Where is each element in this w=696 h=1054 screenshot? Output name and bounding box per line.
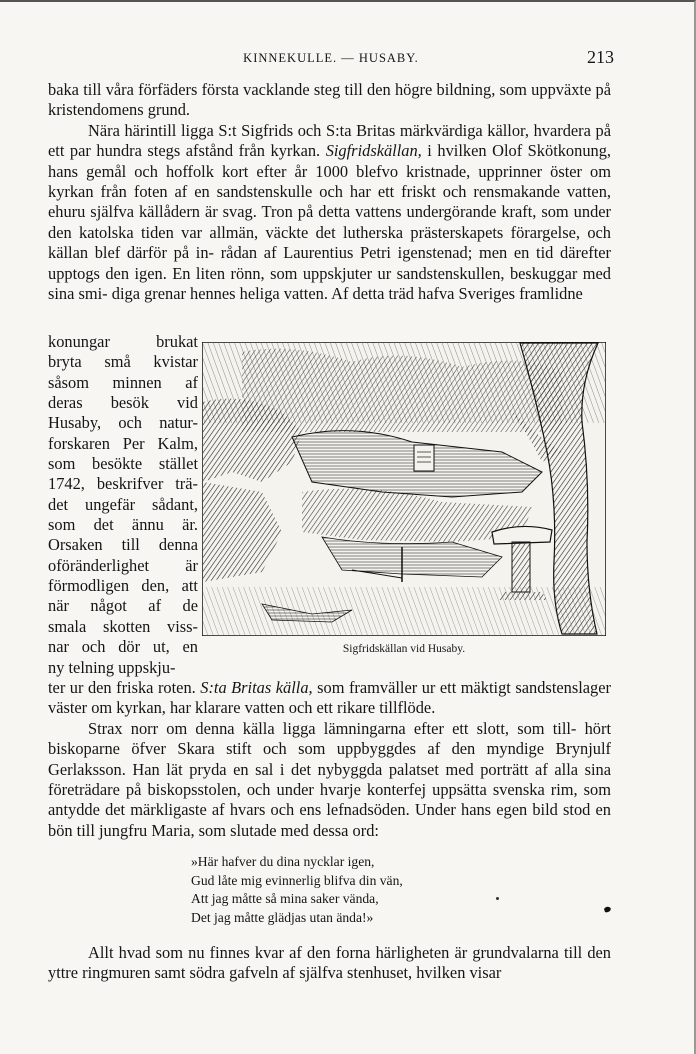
text-line: Nära härintill ligga S:t Sigfrids och S:ta Britas märkvärdiga källor, xyxy=(88,120,529,140)
column-line: konungar brukat xyxy=(48,332,198,351)
column-line: Orsaken till denna xyxy=(48,535,198,555)
emphasis-sigfridskallan: Sigfridskällan, xyxy=(325,141,422,161)
emphasis-sta-britas-kalla: S:ta Britas källa, xyxy=(200,678,313,697)
text-line: uppväxte på kristendomens grund. xyxy=(48,80,611,120)
text-line: Gerlaksson. Han lät pryda en sal i det nybyggda palatset med porträtt af xyxy=(48,759,548,779)
body-text-bottom xyxy=(48,678,611,841)
paragraph-3 xyxy=(48,678,611,719)
page-header xyxy=(48,47,614,71)
column-line: såsom minnen af xyxy=(48,372,198,392)
column-line: som besökte stället xyxy=(48,454,198,474)
body-text-top xyxy=(48,80,611,304)
text-line: kristnade, upprinner öster om kyrkan från foten af en sandstenskulle och har xyxy=(48,161,611,202)
ink-blot-mark xyxy=(603,906,612,913)
column-line: deras besök vid xyxy=(48,393,198,413)
paragraph-4 xyxy=(48,719,611,841)
column-line: smala skotten viss- xyxy=(48,616,198,636)
text-line: hvardera på ett par hundra stegs afstånd från kyrkan. xyxy=(48,120,611,161)
text-line: svenska rim, som antydde det märkligaste af hvars och ens lefnadsöden. Under xyxy=(48,780,612,820)
text-line: Allt hvad som nu finnes kvar af den forna härligheten är grundvalarna xyxy=(88,943,559,962)
column-line: som det ännu är. xyxy=(48,515,198,535)
text-line: hans egen bild stod en bön till jungfru Maria, som slutade med dessa ord: xyxy=(48,800,611,840)
column-line: oföränderlighet är xyxy=(48,555,198,575)
text-line: väckte det lutherska prästerskapets förargelse, och källan blef därför på in- xyxy=(48,222,611,263)
poem-line: Gud låte mig evinnerlig blifva din vän, xyxy=(191,872,403,888)
poem-line: Att jag måtte så mina saker vända, xyxy=(191,891,379,906)
text-line: till den yttre ringmuren samt södra gafveln af själfva stenhuset, hvilken visar xyxy=(48,943,611,983)
text-line: detta vattens undergörande kraft, som under den katolska tiden var allmän, xyxy=(48,202,611,242)
column-line: bryta små kvistar xyxy=(48,352,198,372)
text-line: ter ur den friska roten. xyxy=(48,678,201,697)
column-line: forskaren Per Kalm, xyxy=(48,433,198,453)
text-line: diga grenar hennes heliga vatten. Af detta träd hafva Sveriges framlidne xyxy=(111,284,583,304)
text-line: sandstenslager väster om kyrkan, har klarare vatten och ett rikare tillflöde. xyxy=(48,678,611,718)
column-line: nar och dör ut, en xyxy=(48,637,198,657)
narrow-text-column xyxy=(48,332,198,678)
text-line: rådan af Laurentius Petri igenstenad; men en tid därefter upptogs den igen. xyxy=(48,243,611,283)
text-line: baka till våra förfäders första vacklande steg till den högre bildning, som xyxy=(48,80,527,99)
engraving-illustration xyxy=(202,342,606,636)
paragraph-5 xyxy=(48,943,611,984)
column-line: Husaby, och natur- xyxy=(48,413,198,433)
text-line: i xyxy=(421,141,432,161)
text-line: hört biskoparne öfver Skara stift och som uppbyggdes af den myndige Brynjulf xyxy=(48,718,611,759)
body-text-end xyxy=(48,943,611,984)
text-line: hvilken Olof Skötkonung, hans gemål och hoffolk kort efter år 1000 blefvo xyxy=(48,141,612,181)
paragraph-1 xyxy=(48,80,611,121)
paragraph-2 xyxy=(48,121,611,305)
page-number: 213 xyxy=(587,47,614,67)
column-line: när något af de xyxy=(48,596,198,616)
column-line: förmodligen den, att xyxy=(48,576,198,596)
text-line: En liten rönn, som uppskjuter ur sandstenskullen, beskuggar med sina smi- xyxy=(48,263,611,304)
poem-line: »Här hafver du dina nycklar igen, xyxy=(191,854,375,869)
poem-quote xyxy=(191,853,491,927)
text-line: ett friskt och rensmakande vatten, ehuru själfva källådern är svag. Tron på xyxy=(48,182,611,222)
engraving-sigfridskallan xyxy=(202,342,606,636)
text-line: alla sina företrädare på biskopsstolen, och under hvarje konterfej uppsätta xyxy=(48,759,611,800)
poem-line: Det jag måtte glädjas utan ända!» xyxy=(191,909,374,925)
figure-caption: Sigfridskällan vid Husaby. xyxy=(342,643,466,655)
column-line: 1742, beskrifver trä- xyxy=(48,474,198,494)
running-head: KINNEKULLE. — HUSABY. xyxy=(243,51,419,65)
text-line: som framväller ur ett mäktigt xyxy=(312,678,511,697)
column-line: ny telning uppskju- xyxy=(48,657,176,677)
column-line: det ungefär sådant, xyxy=(48,494,198,514)
print-speck xyxy=(496,897,499,900)
text-line: Strax norr om denna källa ligga lämningarna efter ett slott, som till- xyxy=(88,718,577,738)
